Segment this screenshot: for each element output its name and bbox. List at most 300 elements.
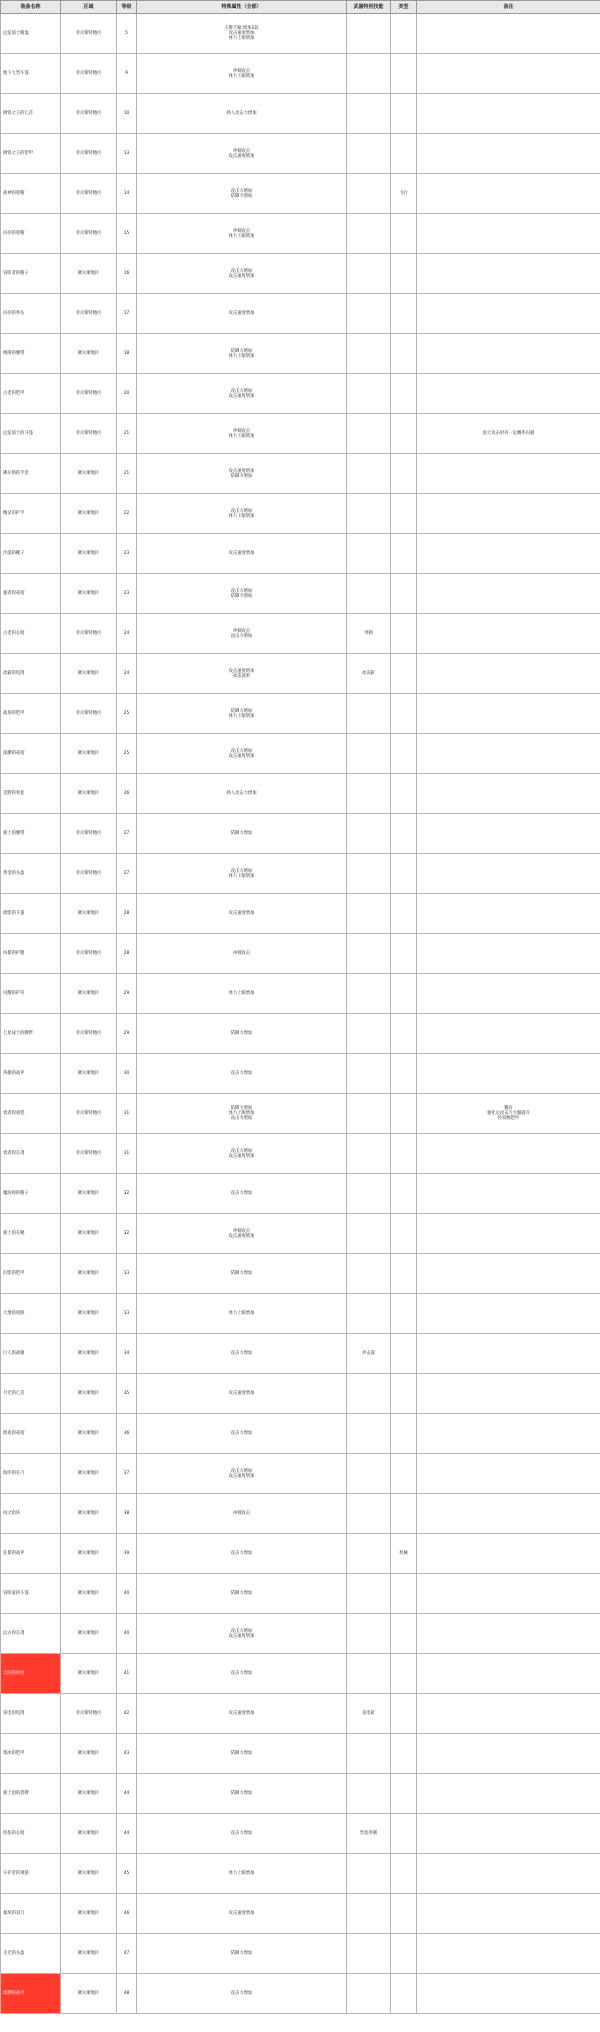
type-cell: [391, 1254, 417, 1294]
note-cell: [417, 214, 600, 254]
region-cell: 佛尔斯地区: [61, 1454, 117, 1494]
note-cell: [417, 1614, 600, 1654]
note-cell: [417, 54, 600, 94]
attr-cell: 冲刺攻击 体力上限增加: [137, 54, 347, 94]
region-cell: 佛尔斯地区: [61, 1254, 117, 1294]
region-cell: 佛尔斯地区: [61, 1894, 117, 1934]
skill-cell: [347, 1654, 391, 1694]
name-cell: 勇者的重铠: [1, 1094, 61, 1134]
region-cell: 佛尔斯地区: [61, 1774, 117, 1814]
skill-cell: [347, 1134, 391, 1174]
skill-cell: [347, 974, 391, 1014]
note-cell: [417, 1694, 600, 1734]
region-cell: 佛尔斯地区: [61, 1734, 117, 1774]
attr-cell: 体力上限增加: [137, 1294, 347, 1334]
type-cell: [391, 1094, 417, 1134]
level-cell: 42: [117, 1694, 137, 1734]
name-cell: 黄金的头盔: [1, 854, 61, 894]
level-cell: 38: [117, 1494, 137, 1534]
attr-cell: 攻击力增加: [137, 1334, 347, 1374]
table-row: [1, 1814, 600, 1854]
name-cell: 地下大型斗篷: [1, 54, 61, 94]
type-cell: [391, 1054, 417, 1094]
type-cell: [391, 1214, 417, 1254]
skill-cell: [347, 1734, 391, 1774]
level-cell: 32: [117, 1214, 137, 1254]
level-cell: 44: [117, 1814, 137, 1854]
region-cell: 亚尔斯特地区: [61, 174, 117, 214]
table-row: [1, 934, 600, 974]
skill-cell: [347, 174, 391, 214]
level-cell: 23: [117, 534, 137, 574]
name-cell: 英雄的战斧: [1, 1054, 61, 1094]
region-cell: 佛尔斯地区: [61, 974, 117, 1014]
name-cell: 闪亮的拳头: [1, 294, 61, 334]
header-type: 类型: [391, 1, 417, 14]
type-cell: [391, 1974, 417, 2014]
attr-cell: 防御力增加: [137, 814, 347, 854]
region-cell: 佛尔斯地区: [61, 1654, 117, 1694]
attr-cell: 防御力增加 体力上限增加: [137, 694, 347, 734]
name-cell: 守护者的项链: [1, 1854, 61, 1894]
name-cell: 骑士团的盾牌: [1, 1774, 61, 1814]
table-row: [1, 134, 600, 174]
name-cell: 七星战士的腰带: [1, 1014, 61, 1054]
type-cell: [391, 454, 417, 494]
type-cell: [391, 1334, 417, 1374]
attr-cell: 攻击力增加: [137, 1414, 347, 1454]
region-cell: 佛尔斯地区: [61, 894, 117, 934]
region-cell: 亚尔斯特地区: [61, 1014, 117, 1054]
type-cell: [391, 1414, 417, 1454]
region-cell: 佛尔斯地区: [61, 1974, 117, 2014]
level-cell: 35: [117, 1374, 137, 1414]
note-cell: [417, 1574, 600, 1614]
skill-cell: [347, 1414, 391, 1454]
note-cell: [417, 254, 600, 294]
skill-cell: [347, 1454, 391, 1494]
table-row: [1, 894, 600, 934]
type-cell: [391, 694, 417, 734]
region-cell: 佛尔斯地区: [61, 774, 117, 814]
region-cell: 佛尔斯地区: [61, 1174, 117, 1214]
table-row: [1, 1934, 600, 1974]
skill-cell: [347, 94, 391, 134]
skill-cell: 烈焰突刺: [347, 1814, 391, 1854]
name-cell: 骑士的腰带: [1, 814, 61, 854]
type-cell: [391, 294, 417, 334]
attr-cell: 攻击速度增加: [137, 1694, 347, 1734]
type-cell: 飞行: [391, 174, 417, 214]
level-cell: 40: [117, 1574, 137, 1614]
attr-cell: 冲刺攻击 体力上限增加: [137, 214, 347, 254]
table-row: [1, 1094, 600, 1134]
level-cell: 29: [117, 974, 137, 1014]
level-cell: 43: [117, 1734, 137, 1774]
type-cell: [391, 494, 417, 534]
region-cell: 佛尔斯地区: [61, 1814, 117, 1854]
attr-cell: 攻击速度增加: [137, 894, 347, 934]
region-cell: 亚尔斯特地区: [61, 14, 117, 54]
attr-cell: 攻击速度增加: [137, 534, 347, 574]
skill-cell: [347, 1974, 391, 2014]
note-cell: [417, 134, 600, 174]
name-cell: 巨人的战锤: [1, 1334, 61, 1374]
skill-cell: [347, 1534, 391, 1574]
region-cell: 亚尔斯特地区: [61, 854, 117, 894]
attr-cell: 攻击力增加 攻击速度增加: [137, 1614, 347, 1654]
name-cell: 荒野的拳套: [1, 774, 61, 814]
level-cell: 26: [117, 774, 137, 814]
name-cell: 战神的兜帽: [1, 174, 61, 214]
level-cell: 39: [117, 1534, 137, 1574]
region-cell: 亚尔斯特地区: [61, 294, 117, 334]
note-cell: [417, 1854, 600, 1894]
table-row: [1, 1054, 600, 1094]
level-cell: 44: [117, 1774, 137, 1814]
skill-cell: [347, 694, 391, 734]
table-row: [1, 414, 600, 454]
table-row: [1, 174, 600, 214]
skill-cell: [347, 134, 391, 174]
name-cell: 冒险者的帽子: [1, 254, 61, 294]
type-cell: [391, 14, 417, 54]
header-attr: 特殊属性（全部）: [137, 1, 347, 14]
name-cell: 月光的匕首: [1, 1374, 61, 1414]
name-cell: 圣光的头盔: [1, 1934, 61, 1974]
region-cell: 亚尔斯特地区: [61, 214, 117, 254]
skill-cell: [347, 574, 391, 614]
note-cell: [417, 694, 600, 734]
skill-cell: [347, 814, 391, 854]
skill-cell: [347, 1294, 391, 1334]
region-cell: 佛尔斯地区: [61, 534, 117, 574]
note-cell: [417, 1254, 600, 1294]
table-row: [1, 1774, 600, 1814]
note-cell: [417, 934, 600, 974]
type-cell: [391, 414, 417, 454]
type-cell: [391, 254, 417, 294]
attr-cell: 抓人攻击力增加: [137, 94, 347, 134]
level-cell: 45: [117, 1854, 137, 1894]
attr-cell: 防御力增加: [137, 1734, 347, 1774]
note-cell: [417, 14, 600, 54]
name-cell: 冰霜的短剑: [1, 654, 61, 694]
table-row: [1, 1894, 600, 1934]
level-cell: 27: [117, 854, 137, 894]
attr-cell: 冲刺攻击 攻击速度增加: [137, 134, 347, 174]
table-row: [1, 1974, 600, 2014]
region-cell: 佛尔斯地区: [61, 1414, 117, 1454]
level-cell: 23: [117, 574, 137, 614]
level-cell: 48: [117, 1974, 137, 2014]
note-cell: [417, 1974, 600, 2014]
region-cell: 亚尔斯特地区: [61, 1094, 117, 1134]
note-cell: 稀有 强化后攻击力大幅提升 传说级铠甲: [417, 1094, 600, 1134]
skill-cell: [347, 1614, 391, 1654]
name-cell: 寒冰的铠甲: [1, 1734, 61, 1774]
note-cell: [417, 814, 600, 854]
skill-cell: 冰冻斩: [347, 654, 391, 694]
name-cell: 幻影的铠甲: [1, 1254, 61, 1294]
attr-cell: 攻击力增加 攻击速度增加: [137, 254, 347, 294]
name-cell: 海洋的长弓: [1, 1454, 61, 1494]
level-cell: 25: [117, 694, 137, 734]
note-cell: [417, 1334, 600, 1374]
skill-cell: [347, 1094, 391, 1134]
table-row: [1, 374, 600, 414]
note-cell: [417, 574, 600, 614]
skill-cell: [347, 294, 391, 334]
note-cell: [417, 614, 600, 654]
level-cell: 34: [117, 1334, 137, 1374]
table-row: [1, 1654, 600, 1694]
header-level: 等级: [117, 1, 137, 14]
level-cell: 31: [117, 1134, 137, 1174]
type-cell: [391, 934, 417, 974]
type-cell: [391, 854, 417, 894]
type-cell: [391, 814, 417, 854]
note-cell: [417, 1654, 600, 1694]
table-row: [1, 854, 600, 894]
name-cell: 钢铁之王的匕首: [1, 94, 61, 134]
note-cell: [417, 1414, 600, 1454]
skill-cell: [347, 1574, 391, 1614]
name-cell: 沙漠的靴子: [1, 534, 61, 574]
table-row: [1, 1694, 600, 1734]
region-cell: 佛尔斯地区: [61, 1934, 117, 1974]
table-row: [1, 774, 600, 814]
skill-cell: [347, 894, 391, 934]
table-row: [1, 1174, 600, 1214]
note-cell: [417, 494, 600, 534]
note-cell: [417, 1734, 600, 1774]
type-cell: [391, 774, 417, 814]
region-cell: 亚尔斯特地区: [61, 694, 117, 734]
name-cell: 风暴的护腿: [1, 934, 61, 974]
level-cell: 31: [117, 1094, 137, 1134]
header-region: 区域: [61, 1, 117, 14]
type-cell: [391, 1854, 417, 1894]
table-row: [1, 1734, 600, 1774]
table-row: [1, 814, 600, 854]
name-cell: 佛尔斯的手套: [1, 454, 61, 494]
skill-cell: [347, 1214, 391, 1254]
skill-cell: [347, 334, 391, 374]
region-cell: 亚尔斯特地区: [61, 1694, 117, 1734]
skill-cell: [347, 1854, 391, 1894]
type-cell: [391, 1174, 417, 1214]
skill-cell: [347, 494, 391, 534]
attr-cell: 攻击速度增加: [137, 1894, 347, 1934]
table-row: [1, 1494, 600, 1534]
attr-cell: 防御力增加: [137, 1934, 347, 1974]
name-cell: 雷电的短剑: [1, 1694, 61, 1734]
level-cell: 16: [117, 254, 137, 294]
name-cell: 钢铁之王的铠甲: [1, 134, 61, 174]
attr-cell: 防御力增加: [137, 1254, 347, 1294]
table-row: [1, 1414, 600, 1454]
level-cell: 29: [117, 1014, 137, 1054]
name-cell: 风之指环: [1, 1494, 61, 1534]
note-cell: [417, 294, 600, 334]
region-cell: 亚尔斯特地区: [61, 934, 117, 974]
type-cell: [391, 214, 417, 254]
type-cell: [391, 574, 417, 614]
type-cell: [391, 1294, 417, 1334]
level-cell: 15: [117, 214, 137, 254]
attr-cell: 防御力增加: [137, 1574, 347, 1614]
attr-cell: 攻击力增加 攻击速度增加: [137, 734, 347, 774]
note-cell: [417, 1774, 600, 1814]
attr-cell: 攻击力增加 防御力增加: [137, 174, 347, 214]
attr-cell: 防御力增加: [137, 1774, 347, 1814]
table-row: [1, 534, 600, 574]
type-cell: [391, 1134, 417, 1174]
note-cell: [417, 774, 600, 814]
level-cell: 20: [117, 374, 137, 414]
attr-cell: 王牌天赋:增加1段 攻击速度增加 体力上限增加: [137, 14, 347, 54]
region-cell: 佛尔斯地区: [61, 574, 117, 614]
note-cell: [417, 1814, 600, 1854]
skill-cell: [347, 54, 391, 94]
note-cell: [417, 1054, 600, 1094]
attr-cell: 冲刺攻击 攻击力增加: [137, 614, 347, 654]
note-cell: [417, 454, 600, 494]
attr-cell: 冲刺攻击 攻击速度增加: [137, 1214, 347, 1254]
attr-cell: 攻击力增加 防御力增加: [137, 574, 347, 614]
note-cell: [417, 94, 600, 134]
skill-cell: 冲击波: [347, 1334, 391, 1374]
level-cell: 47: [117, 1934, 137, 1974]
attr-cell: 抓人攻击力增加: [137, 774, 347, 814]
attr-cell: 攻击力增加: [137, 1974, 347, 2014]
level-cell: 25: [117, 734, 137, 774]
table-row: [1, 1454, 600, 1494]
skill-cell: [347, 534, 391, 574]
table-body: [1, 14, 600, 2014]
level-cell: 41: [117, 1654, 137, 1694]
attr-cell: 攻击速度增加: [137, 294, 347, 334]
level-cell: 21: [117, 414, 137, 454]
region-cell: 亚尔斯特地区: [61, 54, 117, 94]
name-cell: 战场的铠甲: [1, 694, 61, 734]
type-cell: [391, 1694, 417, 1734]
note-cell: [417, 1894, 600, 1934]
level-cell: 17: [117, 294, 137, 334]
note-cell: [417, 374, 600, 414]
attr-cell: 冲刺攻击 体力上限增加: [137, 414, 347, 454]
region-cell: 佛尔斯地区: [61, 1054, 117, 1094]
attr-cell: 攻击速度增加 冰冻效果: [137, 654, 347, 694]
name-cell: 远古的长剑: [1, 1614, 61, 1654]
region-cell: 亚尔斯特地区: [61, 94, 117, 134]
type-cell: [391, 1574, 417, 1614]
level-cell: 32: [117, 1174, 137, 1214]
skill-cell: [347, 1374, 391, 1414]
region-cell: 佛尔斯地区: [61, 1294, 117, 1334]
header-skill: 武器特别技能: [347, 1, 391, 14]
name-cell: 咆哮的腰带: [1, 334, 61, 374]
type-cell: [391, 734, 417, 774]
table-row: [1, 734, 600, 774]
level-cell: 24: [117, 614, 137, 654]
region-cell: 佛尔斯地区: [61, 1614, 117, 1654]
type-cell: [391, 374, 417, 414]
skill-cell: [347, 454, 391, 494]
skill-cell: [347, 734, 391, 774]
skill-cell: [347, 1054, 391, 1094]
note-cell: [417, 534, 600, 574]
name-cell: 魔法师的帽子: [1, 1174, 61, 1214]
name-cell: 炽焰的长枪: [1, 1814, 61, 1854]
skill-cell: [347, 1254, 391, 1294]
attr-cell: 体力上限增加: [137, 974, 347, 1014]
skill-cell: 突刺: [347, 614, 391, 654]
table-row: [1, 1014, 600, 1054]
table-row: [1, 54, 600, 94]
name-cell: 闪耀的护符: [1, 974, 61, 1014]
table-row: [1, 1294, 600, 1334]
level-cell: 22: [117, 494, 137, 534]
skill-cell: [347, 414, 391, 454]
header-name: 装备名称: [1, 1, 61, 14]
type-cell: [391, 1734, 417, 1774]
skill-cell: [347, 854, 391, 894]
name-cell: 远征骑士帽盔: [1, 14, 61, 54]
name-cell: 暗夜的戒指: [1, 1414, 61, 1454]
table-row: [1, 214, 600, 254]
attr-cell: 攻击力增加: [137, 1814, 347, 1854]
table-row: [1, 1534, 600, 1574]
table-row: [1, 294, 600, 334]
skill-cell: [347, 214, 391, 254]
table-row: [1, 1374, 600, 1414]
level-cell: 18: [117, 334, 137, 374]
note-cell: [417, 1174, 600, 1214]
region-cell: 亚尔斯特地区: [61, 614, 117, 654]
type-cell: [391, 1014, 417, 1054]
skill-cell: [347, 14, 391, 54]
table-row: [1, 14, 600, 54]
attr-cell: 冲刺攻击: [137, 1494, 347, 1534]
attr-cell: 防御力增加 体力上限增加: [137, 334, 347, 374]
note-cell: [417, 1494, 600, 1534]
type-cell: [391, 894, 417, 934]
name-cell: 太阳的权杖: [1, 1654, 61, 1694]
note-cell: [417, 734, 600, 774]
level-cell: 9: [117, 54, 137, 94]
region-cell: 亚尔斯特地区: [61, 134, 117, 174]
region-cell: 佛尔斯地区: [61, 1334, 117, 1374]
table-row: [1, 574, 600, 614]
type-cell: [391, 974, 417, 1014]
table-row: [1, 1134, 600, 1174]
name-cell: 闪亮的兜帽: [1, 214, 61, 254]
type-cell: [391, 1454, 417, 1494]
name-cell: 强者的戒指: [1, 574, 61, 614]
level-cell: 5: [117, 14, 137, 54]
name-cell: 精灵的护手: [1, 494, 61, 534]
name-cell: 骑士的长靴: [1, 1214, 61, 1254]
attr-cell: 攻击力增加: [137, 1174, 347, 1214]
type-cell: 机械: [391, 1534, 417, 1574]
region-cell: 亚尔斯特地区: [61, 414, 117, 454]
level-cell: 33: [117, 1254, 137, 1294]
attr-cell: 攻击速度增加: [137, 1374, 347, 1414]
attr-cell: 防御力增加 体力上限增加 攻击力增加: [137, 1094, 347, 1134]
level-cell: 27: [117, 814, 137, 854]
